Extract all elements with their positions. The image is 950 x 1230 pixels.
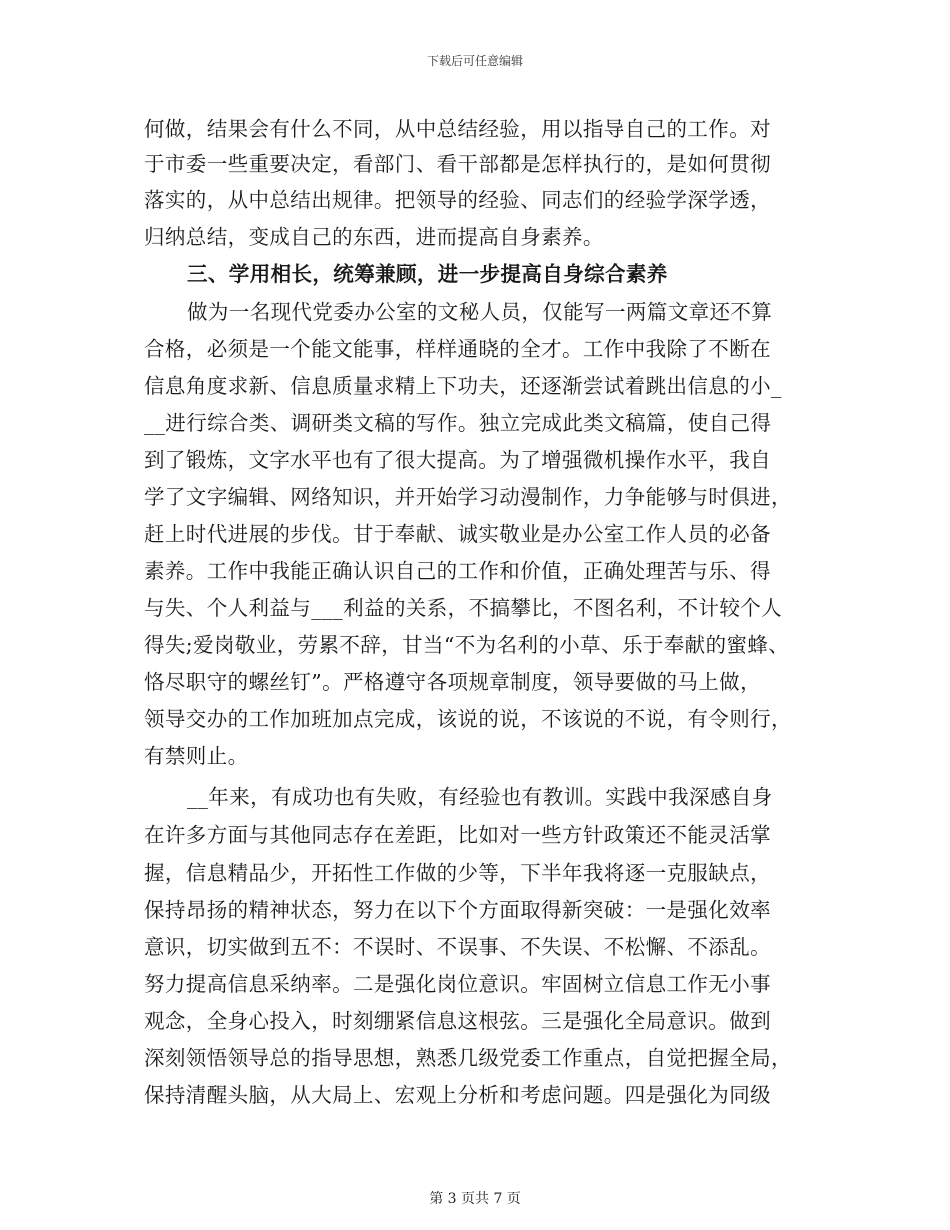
body-line: 素养。工作中我能正确认识自己的工作和价值，正确处理苦与乐、得 [144, 559, 771, 583]
body-line: __进行综合类、调研类文稿的写作。独立完成此类文稿篇，使自己得 [144, 411, 772, 435]
body-line: 在许多方面与其他同志存在差距，比如对一些方针政策还不能灵活掌 [144, 823, 771, 847]
page-header: 下载后可任意编辑 [426, 54, 523, 68]
body-line: 赶上时代进展的步伐。甘于奉献、诚实敬业是办公室工作人员的必备 [144, 522, 771, 546]
body-line: 观念，全身心投入，时刻绷紧信息这根弦。三是强化全局意识。做到 [144, 1009, 771, 1033]
body-line: 信息角度求新、信息质量求精上下功夫，还逐渐尝试着跳出信息的小_ [144, 374, 782, 398]
body-line: 恪尽职守的螺丝钉”。严格遵守各项规章制度，领导要做的马上做， [144, 670, 761, 694]
body-line: 保持清醒头脑，从大局上、宏观上分析和考虑问题。四是强化为同级 [144, 1083, 771, 1107]
page-footer: 第 3 页共 7 页 [429, 1191, 521, 1207]
body-line: 保持昂扬的精神状态，努力在以下个方面取得新突破：一是强化效率 [144, 898, 771, 922]
body-line: 得失;爱岗敬业，劳累不辞，甘当“不为名利的小草、乐于奉献的蜜蜂、 [144, 633, 790, 657]
body-line: 努力提高信息采纳率。二是强化岗位意识。牢固树立信息工作无小事 [144, 972, 771, 996]
paragraph-first-line: 做为一名现代党委办公室的文秘人员，仅能写一两篇文章还不算 [187, 300, 773, 324]
section-heading: 三、学用相长，统筹兼顾，进一步提高自身综合素养 [187, 262, 668, 286]
body-line: 学了文字编辑、网络知识，并开始学习动漫制作，力争能够与时俱进， [144, 485, 792, 509]
body-line: 与失、个人利益与___利益的关系，不搞攀比，不图名利，不计较个人 [144, 596, 783, 620]
paragraph-first-line: __年来，有成功也有失败，有经验也有教训。实践中我深感自身 [187, 785, 773, 809]
body-line: 落实的，从中总结出规律。把领导的经验、同志们的经验学深学透， [144, 188, 771, 212]
body-line: 意识，切实做到五不：不误时、不误事、不失误、不松懈、不添乱。 [144, 935, 771, 959]
body-line: 深刻领悟领导总的指导思想，熟悉几级党委工作重点，自觉把握全局， [144, 1046, 792, 1070]
body-line: 何做，结果会有什么不同，从中总结经验，用以指导自己的工作。对 [144, 117, 771, 141]
body-line: 握，信息精品少，开拓性工作做的少等，下半年我将逐一克服缺点， [144, 861, 771, 885]
body-line: 有禁则止。 [144, 744, 249, 768]
body-line: 于市委一些重要决定，看部门、看干部都是怎样执行的，是如何贯彻 [144, 152, 771, 176]
body-line: 合格，必须是一个能文能事，样样通晓的全才。工作中我除了不断在 [144, 337, 771, 361]
body-line: 归纳总结，变成自己的东西，进而提高自身素养。 [144, 225, 604, 249]
body-line: 领导交办的工作加班加点完成，该说的说，不该说的不说，有令则行， [144, 707, 792, 731]
body-line: 到了锻炼，文字水平也有了很大提高。为了增强微机操作水平，我自 [144, 448, 771, 472]
